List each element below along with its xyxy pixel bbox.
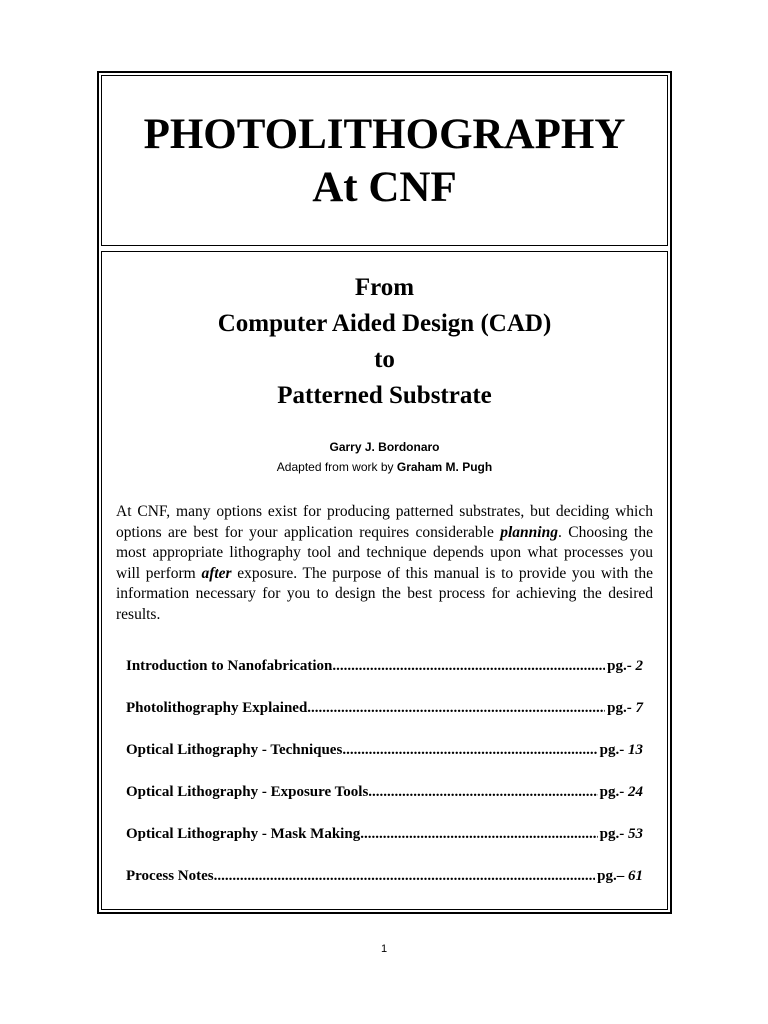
adapted-credit: [102, 457, 667, 477]
adapted-author-name: Graham M. Pugh: [396, 460, 493, 474]
toc-page-number: 53: [628, 826, 643, 842]
toc-entry-page: [598, 740, 643, 760]
toc-page-prefix: pg.-: [607, 700, 632, 716]
toc-entry-label: Photolithography Explained: [126, 700, 308, 716]
toc-entry-label: Optical Lithography - Exposure Tools: [126, 784, 369, 800]
toc-leader-dots: [307, 698, 605, 718]
title-box: [101, 75, 668, 246]
toc-page-prefix: pg.-: [599, 784, 625, 800]
subtitle-line-2: Computer Aided Design (CAD): [217, 310, 552, 337]
toc-leader-dots: [332, 656, 605, 676]
toc-entry-label: Process Notes: [126, 868, 214, 884]
toc-leader-dots: [368, 782, 597, 802]
toc-page-number: 61: [628, 868, 643, 884]
subtitle-line-3: to: [374, 346, 395, 373]
table-of-contents: [126, 656, 643, 908]
toc-leader-dots: [214, 866, 596, 886]
toc-entry: [126, 698, 643, 740]
intro-paragraph: [116, 502, 653, 626]
toc-page-prefix: pg.–: [597, 868, 625, 884]
toc-page-number: 13: [628, 742, 643, 758]
intro-emphasis-after: after: [201, 564, 232, 582]
title-line-2: At CNF: [312, 164, 457, 211]
toc-page-prefix: pg.-: [599, 826, 625, 842]
document-title: [102, 108, 667, 214]
author-name: Garry J. Bordonaro: [329, 440, 440, 454]
toc-entry-label: Introduction to Nanofabrication: [126, 658, 333, 674]
toc-entry: [126, 824, 643, 866]
intro-text-1: At CNF, many options exist for producing patterned substrates, but deciding which options are best for your application requires considerable: [116, 503, 653, 541]
toc-entry-label: Optical Lithography - Techniques: [126, 742, 343, 758]
intro-emphasis-planning: planning: [500, 523, 558, 541]
document-subtitle: [102, 270, 667, 414]
toc-entry-page: [598, 824, 643, 844]
toc-page-number: 2: [635, 658, 643, 674]
toc-entry-page: [598, 782, 643, 802]
toc-entry-label: Optical Lithography - Mask Making: [126, 826, 361, 842]
intro-text-3: exposure. The purpose of this manual is to provide you with the information necessary for you to design the best process for achieving the desired results.: [116, 564, 654, 623]
toc-entry: [126, 656, 643, 698]
toc-entry: [126, 740, 643, 782]
content-box: [101, 251, 668, 910]
toc-page-number: 24: [628, 784, 643, 800]
toc-leader-dots: [360, 824, 597, 844]
adapted-prefix: Adapted from work by: [276, 460, 394, 474]
toc-entry: [126, 782, 643, 824]
toc-page-prefix: pg.-: [607, 658, 632, 674]
page-number: 1: [380, 943, 388, 955]
toc-page-prefix: pg.-: [599, 742, 625, 758]
page-frame: [97, 71, 672, 914]
subtitle-line-4: Patterned Substrate: [277, 382, 492, 409]
toc-entry-page: [605, 698, 643, 718]
toc-entry-page: [595, 866, 643, 886]
title-line-1: PHOTOLITHOGRAPHY: [143, 111, 626, 158]
author-block: [102, 437, 667, 477]
intro-text-2: . Choosing the most appropriate lithography tool and technique depends upon what processes you will perform: [116, 523, 653, 582]
toc-page-number: 7: [635, 700, 643, 716]
subtitle-line-1: From: [354, 274, 415, 301]
toc-entry: [126, 866, 643, 908]
toc-entry-page: [605, 656, 643, 676]
toc-leader-dots: [342, 740, 597, 760]
